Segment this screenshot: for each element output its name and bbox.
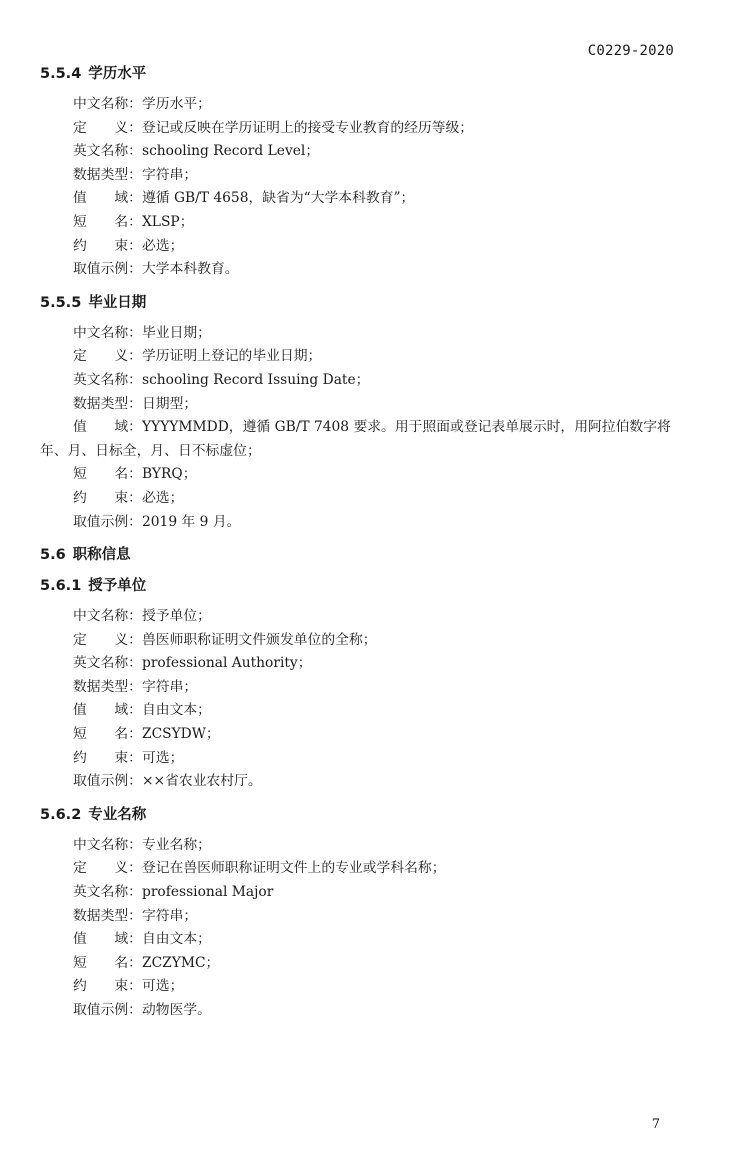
field-entry <box>40 164 690 188</box>
field-entry <box>40 117 690 141</box>
field-label: 中文名称： <box>73 836 142 853</box>
field-value: BYRQ； <box>141 466 197 483</box>
field-label: 短 名： <box>73 213 142 230</box>
section-title: 授予单位 <box>88 578 147 595</box>
field-label: 英文名称： <box>73 371 142 388</box>
field-entry <box>40 345 690 369</box>
field-entry <box>40 699 690 723</box>
field-label: 数据类型： <box>73 395 142 412</box>
field-entry <box>40 723 690 747</box>
section-title: 专业名称 <box>88 806 147 823</box>
field-value: 毕业日期； <box>141 324 211 341</box>
field-label: 定 义： <box>73 119 142 136</box>
field-label: 数据类型： <box>73 907 142 924</box>
field-value: 专业名称； <box>141 836 211 853</box>
field-label: 英文名称： <box>73 143 142 160</box>
field-entry <box>40 511 690 535</box>
field-label: 取值示例： <box>73 1002 142 1018</box>
field-value: 动物医学。 <box>141 1002 211 1018</box>
section-number: 5.6.1 <box>40 578 82 595</box>
field-value: 自由文本； <box>141 931 211 948</box>
field-value: professional Major <box>141 884 274 901</box>
field-entry <box>40 905 690 929</box>
field-entry <box>40 605 690 629</box>
field-value: 2019 年 9 月。 <box>141 513 241 530</box>
field-label: 中文名称： <box>73 608 142 625</box>
section-heading-5-5-5 <box>40 291 690 315</box>
field-label: 值 域： <box>73 190 142 207</box>
field-entry <box>40 999 690 1023</box>
field-label: 英文名称： <box>73 884 142 901</box>
field-value: 授予单位； <box>141 608 211 625</box>
field-entry <box>40 487 690 511</box>
field-label: 数据类型： <box>73 166 142 183</box>
field-label: 短 名： <box>73 726 142 743</box>
field-label: 取值示例： <box>73 773 142 790</box>
field-value: 字符串； <box>141 678 198 695</box>
field-value: 登记在兽医师职称证明文件上的专业或学科名称； <box>141 860 446 877</box>
field-value: 日期型； <box>141 395 198 412</box>
field-value: 可选； <box>141 749 184 766</box>
field-label: 定 义： <box>73 631 142 648</box>
field-value: 登记或反映在学历证明上的接受专业教育的经历等级； <box>141 119 474 136</box>
field-label: 约 束： <box>73 978 142 995</box>
field-label: 约 束： <box>73 237 142 254</box>
field-value: 学历证明上登记的毕业日期； <box>141 348 322 365</box>
field-label: 值 域： <box>73 931 142 948</box>
field-entry <box>40 393 690 417</box>
field-label: 英文名称： <box>73 655 142 672</box>
field-entry <box>40 211 690 235</box>
field-label: 约 束： <box>73 489 142 506</box>
field-label: 约 束： <box>73 749 142 766</box>
field-entry <box>40 770 690 794</box>
field-entry <box>40 463 690 487</box>
field-entry <box>40 140 690 164</box>
section-number: 5.5.5 <box>40 294 82 311</box>
document-code: C0229-2020 <box>587 43 674 59</box>
field-entry <box>40 834 690 858</box>
field-value: 必选； <box>141 489 184 506</box>
field-value: 大学本科教育。 <box>141 261 239 278</box>
section-title: 毕业日期 <box>88 294 147 311</box>
field-label: 短 名： <box>73 466 142 483</box>
section-number: 5.5.4 <box>40 66 82 82</box>
field-entry <box>40 928 690 952</box>
document-body <box>40 62 690 1023</box>
section-number: 5.6 <box>40 547 66 564</box>
field-label: 中文名称： <box>73 324 142 341</box>
field-value: schooling Record Issuing Date； <box>141 371 370 388</box>
field-value: 必选； <box>141 237 184 254</box>
field-entry <box>40 857 690 881</box>
field-label: 短 名： <box>73 954 142 971</box>
section-heading-5-6-2 <box>40 803 690 827</box>
field-value: 自由文本； <box>141 702 211 719</box>
field-entry <box>40 952 690 976</box>
field-entry <box>40 187 690 211</box>
section-title: 职称信息 <box>72 547 131 564</box>
page-number: 7 <box>651 1117 660 1132</box>
field-value: XLSP； <box>141 213 194 230</box>
field-label: 值 域： <box>73 702 142 719</box>
field-entry <box>40 322 690 346</box>
field-entry <box>40 975 690 999</box>
field-entry <box>40 416 690 463</box>
field-label: 中文名称： <box>73 96 142 112</box>
field-entry <box>40 369 690 393</box>
field-label: 取值示例： <box>73 261 142 278</box>
field-value: 字符串； <box>141 907 198 924</box>
field-entry <box>40 258 690 282</box>
field-value: 遵循 GB/T 4658，缺省为“大学本科教育”； <box>141 190 415 207</box>
section-heading-5-6 <box>40 543 690 567</box>
field-value: 字符串； <box>141 166 198 183</box>
field-value: ××省农业农村厅。 <box>141 773 262 790</box>
field-label: 定 义： <box>73 348 142 365</box>
field-value: 兽医师职称证明文件颁发单位的全称； <box>141 631 377 648</box>
section-heading-5-6-1 <box>40 574 690 598</box>
field-entry <box>40 652 690 676</box>
field-entry <box>40 235 690 259</box>
field-value: schooling Record Level； <box>141 143 320 160</box>
field-entry <box>40 629 690 653</box>
field-entry <box>40 881 690 905</box>
field-value: 可选； <box>141 978 184 995</box>
section-title: 学历水平 <box>88 66 147 82</box>
field-entry <box>40 93 690 117</box>
field-label: 值 域： <box>73 419 142 436</box>
field-label: 取值示例： <box>73 513 142 530</box>
field-value: professional Authority； <box>141 655 312 672</box>
field-label: 定 义： <box>73 860 142 877</box>
field-label: 数据类型： <box>73 678 142 695</box>
field-entry <box>40 676 690 700</box>
field-value: 学历水平； <box>141 96 211 112</box>
field-value: ZCZYMC； <box>141 954 220 971</box>
field-entry <box>40 747 690 771</box>
section-heading-5-5-4 <box>40 62 690 86</box>
field-value: YYYYMMDD，遵循 GB/T 7408 要求。用于照面或登记表单展示时，用阿拉伯数字将年、月、日标全，月、日不标虚位； <box>40 419 671 459</box>
field-value: ZCSYDW； <box>141 726 220 743</box>
section-number: 5.6.2 <box>40 806 82 823</box>
